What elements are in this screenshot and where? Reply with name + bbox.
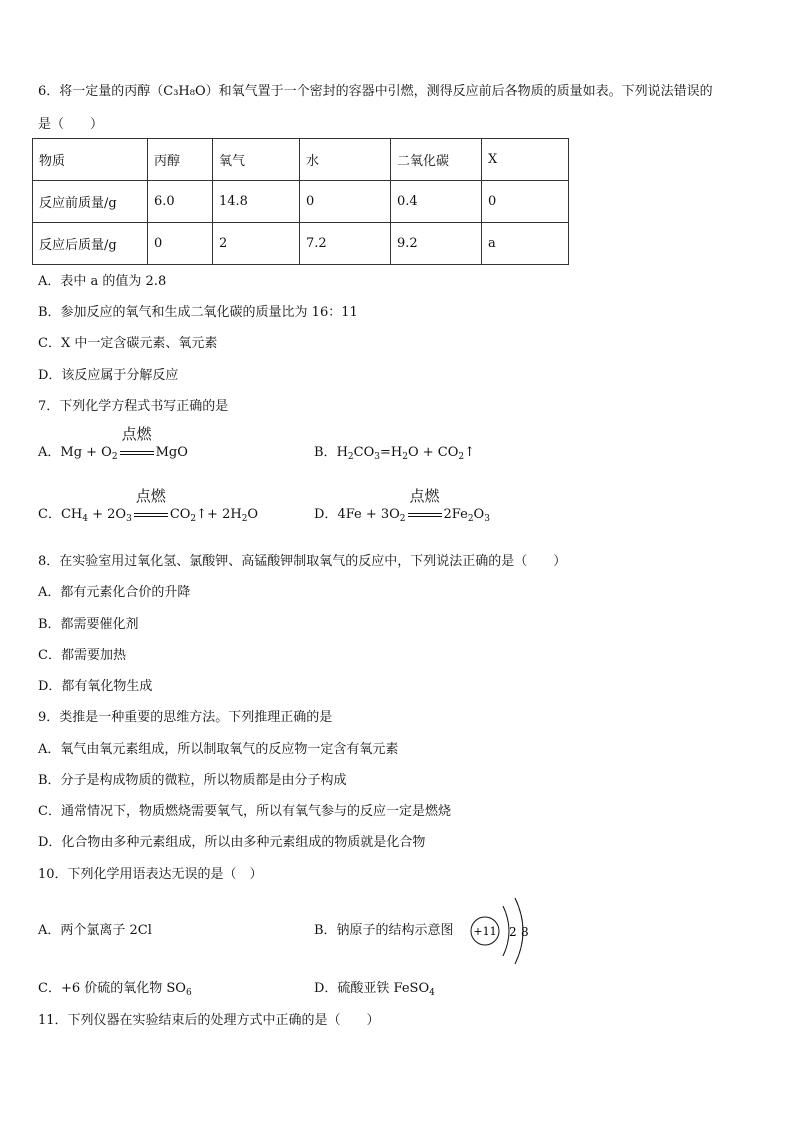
q6-stem-line1: 6．将一定量的丙醇（C₃H₈O）和氧气置于一个密封的容器中引燃，测得反应前后各物质的质量如表。下列说法错误的 bbox=[38, 84, 713, 99]
shell2-electrons: 8 bbox=[521, 925, 529, 939]
table-cell: 氧气 bbox=[213, 139, 300, 181]
table-cell: 丙醇 bbox=[148, 139, 213, 181]
q9-option-a: A．氧气由氧元素组成，所以制取氧气的反应物一定含有氧元素 bbox=[38, 742, 399, 757]
table-header-row bbox=[33, 139, 569, 181]
table-cell: X bbox=[482, 139, 569, 181]
sodium-atom-structure-diagram bbox=[467, 894, 533, 968]
condition-label: 点燃 bbox=[135, 487, 166, 505]
q7-option-a bbox=[38, 425, 188, 462]
subscript: 2 bbox=[111, 452, 118, 462]
table-cell: 9.2 bbox=[391, 223, 482, 265]
subscript: 6 bbox=[185, 988, 192, 998]
nucleus-charge: +11 bbox=[473, 925, 497, 938]
formula-text: 2Fe bbox=[443, 507, 468, 522]
table-cell: 0 bbox=[300, 181, 391, 223]
formula-text: + 2O bbox=[87, 507, 127, 522]
table-row bbox=[33, 181, 569, 223]
shell1-electrons: 2 bbox=[509, 925, 517, 939]
q8-option-c: C．都需要加热 bbox=[38, 648, 126, 663]
q7-option-d bbox=[314, 487, 490, 524]
q8-stem: 8．在实验室用过氧化氢、氯酸钾、高锰酸钾制取氧气的反应中，下列说法正确的是（ ） bbox=[38, 554, 567, 569]
table-cell: 7.2 bbox=[300, 223, 391, 265]
equation-product: MgO bbox=[155, 445, 188, 460]
option-label: C． bbox=[38, 507, 61, 522]
subscript: 2 bbox=[467, 514, 474, 524]
formula-text: H bbox=[336, 445, 348, 460]
q6-option-d: D．该反应属于分解反应 bbox=[38, 368, 179, 383]
formula-text: CO bbox=[353, 445, 375, 460]
option-text: B．钠原子的结构示意图 bbox=[314, 923, 454, 938]
q10-stem: 10．下列化学用语表达无误的是（ ） bbox=[38, 867, 263, 882]
table-cell: 2 bbox=[213, 223, 300, 265]
option-label: A． bbox=[38, 445, 61, 460]
formula-text: ↑+ 2H bbox=[196, 507, 242, 522]
q9-option-d: D．化合物由多种元素组成，所以由多种元素组成的物质就是化合物 bbox=[38, 835, 426, 850]
table-cell: 0 bbox=[482, 181, 569, 223]
subscript: 2 bbox=[458, 452, 465, 462]
condition-label: 点燃 bbox=[121, 425, 152, 443]
subscript: 2 bbox=[402, 452, 408, 462]
gas-arrow: ↑ bbox=[464, 445, 476, 460]
table-row bbox=[33, 223, 569, 265]
q7-option-b bbox=[314, 444, 475, 462]
subscript: 4 bbox=[429, 988, 435, 998]
reaction-condition bbox=[408, 487, 442, 524]
reaction-condition bbox=[120, 425, 154, 462]
table-cell: 反应后质量/g bbox=[33, 223, 148, 265]
table-cell: 14.8 bbox=[213, 181, 300, 223]
q9-option-b: B．分子是构成物质的微粒，所以物质都是由分子构成 bbox=[38, 773, 347, 788]
table-cell: a bbox=[482, 223, 569, 265]
subscript: 3 bbox=[126, 514, 132, 524]
subscript: 2 bbox=[399, 514, 406, 524]
equation-left: Mg + O bbox=[60, 445, 112, 460]
subscript: 4 bbox=[82, 514, 88, 524]
q10-option-c bbox=[38, 980, 192, 998]
table-cell: 物质 bbox=[33, 139, 148, 181]
option-text: D．硫酸亚铁 FeSO bbox=[314, 981, 430, 996]
condition-label: 点燃 bbox=[409, 487, 440, 505]
subscript: 2 bbox=[190, 514, 197, 524]
table-cell: 6.0 bbox=[148, 181, 213, 223]
option-text: C．+6 价硫的氧化物 SO bbox=[38, 981, 186, 996]
formula-text: 4Fe + 3O bbox=[337, 507, 400, 522]
q10-option-b bbox=[314, 922, 454, 940]
reaction-condition bbox=[134, 487, 168, 524]
formula-text: CO bbox=[169, 507, 191, 522]
option-label: B． bbox=[314, 445, 337, 460]
q6-option-c: C．X 中一定含碳元素、氧元素 bbox=[38, 336, 218, 351]
q10-option-a: A．两个氯离子 2Cl bbox=[38, 923, 152, 938]
table-cell: 0 bbox=[148, 223, 213, 265]
table-cell: 0.4 bbox=[391, 181, 482, 223]
q10-option-d bbox=[314, 980, 435, 998]
table-cell: 二氧化碳 bbox=[391, 139, 482, 181]
subscript: 2 bbox=[347, 452, 354, 462]
subscript: 3 bbox=[374, 452, 380, 462]
q9-stem: 9．类推是一种重要的思维方法。下列推理正确的是 bbox=[38, 710, 333, 725]
q8-option-b: B．都需要催化剂 bbox=[38, 617, 139, 632]
q9-option-c: C．通常情况下，物质燃烧需要氧气，所以有氧气参与的反应一定是燃烧 bbox=[38, 804, 451, 819]
formula-text: O bbox=[247, 507, 259, 522]
q6-mass-table bbox=[32, 138, 569, 265]
option-label: D． bbox=[314, 507, 338, 522]
formula-text: O bbox=[473, 507, 485, 522]
q6-option-a: A．表中 a 的值为 2.8 bbox=[38, 274, 167, 289]
q11-stem: 11．下列仪器在实验结束后的处理方式中正确的是（ ） bbox=[38, 1013, 380, 1028]
table-cell: 反应前质量/g bbox=[33, 181, 148, 223]
q6-stem-line2: 是（ ） bbox=[38, 117, 104, 132]
q6-option-b: B．参加反应的氧气和生成二氧化碳的质量比为 16：11 bbox=[38, 305, 358, 320]
formula-text: =H bbox=[379, 445, 403, 460]
q8-option-a: A．都有元素化合价的升降 bbox=[38, 585, 191, 600]
formula-text: CH bbox=[60, 507, 83, 522]
q7-option-c bbox=[38, 487, 259, 524]
subscript: 2 bbox=[241, 514, 248, 524]
table-cell: 水 bbox=[300, 139, 391, 181]
q7-stem: 7．下列化学方程式书写正确的是 bbox=[38, 399, 229, 414]
subscript: 3 bbox=[484, 514, 490, 524]
q8-option-d: D．都有氧化物生成 bbox=[38, 679, 153, 694]
formula-text: O + CO bbox=[407, 445, 459, 460]
